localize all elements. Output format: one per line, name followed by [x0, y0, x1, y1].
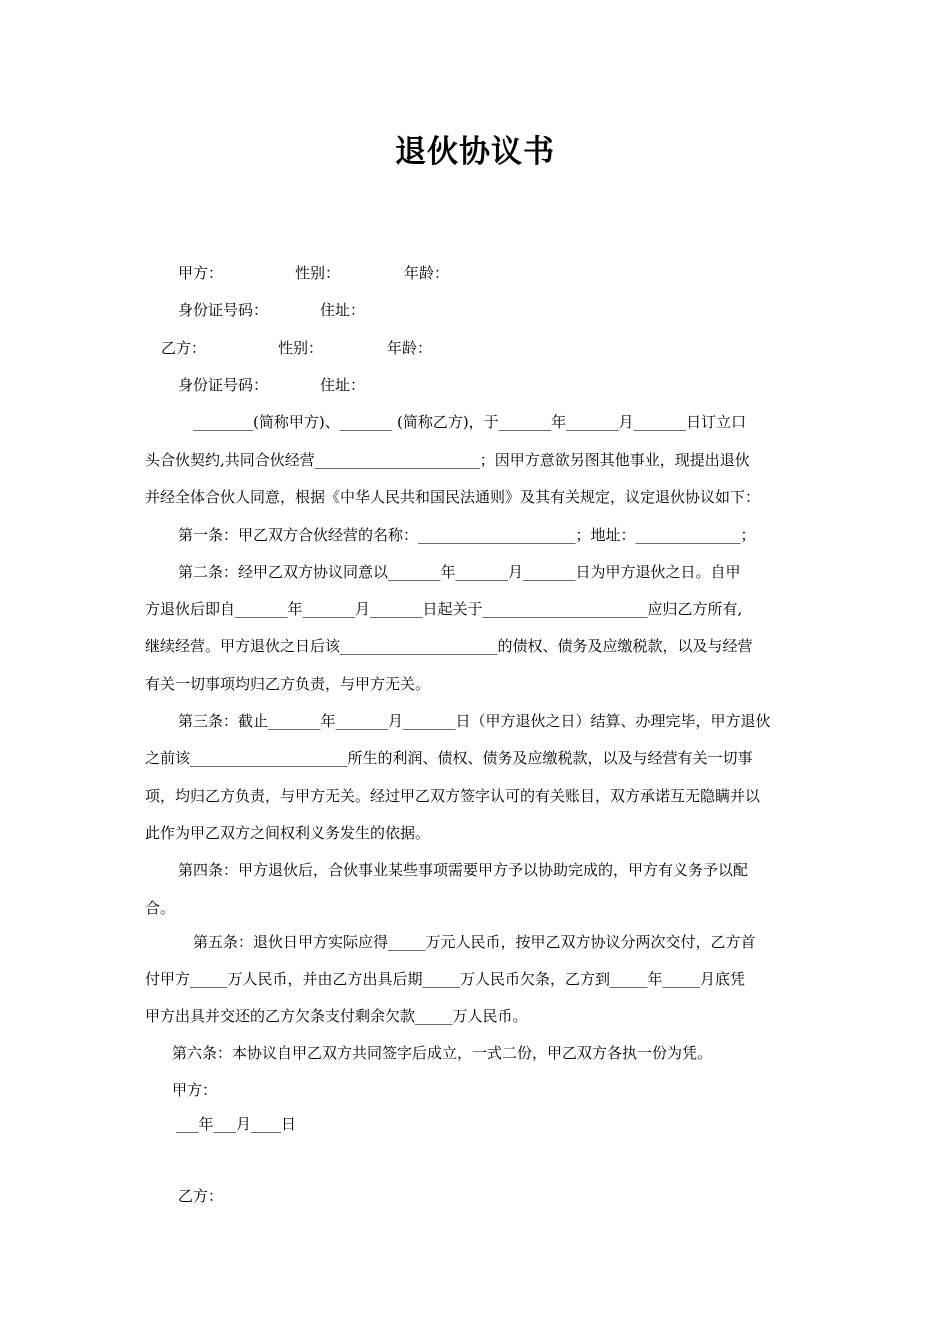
article-4-line-2: 合。 — [145, 899, 176, 917]
article-1-line-1: 第一条：甲乙双方合伙经营的名称：_____________________；地址：______________； — [178, 526, 756, 544]
party-a-row — [178, 263, 450, 283]
signature-date: ___年___月____日 — [176, 1115, 297, 1133]
party-b-gender-label: 性别： — [278, 339, 324, 357]
party-a-id-row — [178, 300, 366, 320]
article-5-line-1: 第五条：退伙日甲方实际应得_____万元人民币，按甲乙双方协议分两次交付，乙方首 — [193, 933, 756, 951]
article-2-line-3: 继续经营。甲方退伙之日后该_____________________的债权、债务及应缴税款，以及与经营 — [145, 637, 753, 655]
article-6-line-1: 第六条：本协议自甲乙双方共同签字后成立，一式二份，甲乙双方各执一份为凭。 — [172, 1044, 713, 1062]
party-b-id-row — [178, 375, 366, 395]
party-a-label: 甲方： — [178, 264, 224, 282]
party-b-address-label: 住址： — [320, 376, 366, 394]
document-title: 退伙协议书 — [395, 134, 555, 170]
article-5-line-2: 付甲方_____万人民币，并由乙方出具后期_____万人民币欠条，乙方到_____年_____月底凭 — [145, 970, 746, 988]
article-3-line-2: 之前该_____________________所生的利润、债权、债务及应缴税款，以及与经营有关一切事 — [145, 749, 753, 767]
party-a-address-label: 住址： — [320, 301, 366, 319]
article-2-line-2: 方退伙后即自_______年_______月_______日起关于______________________应归乙方所有, — [145, 600, 743, 618]
party-b-row — [161, 338, 433, 358]
article-4-line-1: 第四条：甲方退伙后，合伙事业某些事项需要甲方予以协助完成的，甲方有义务予以配 — [178, 861, 749, 879]
party-b-id-label: 身份证号码： — [178, 376, 269, 394]
preamble-line-1: ________(简称甲方)、_______ (简称乙方)，于_______年_______月_______日订立口 — [193, 413, 747, 431]
article-3-line-4: 此作为甲乙双方之间权利义务发生的依据。 — [145, 824, 431, 842]
preamble-line-2: 头合伙契约,共同合伙经营______________________；因甲方意欲另图其他事业，现提出退伙 — [145, 451, 750, 469]
article-2-line-4: 有关一切事项均归乙方负责，与甲方无关。 — [145, 675, 431, 693]
signature-party-b: 乙方： — [178, 1187, 224, 1205]
article-2-line-1: 第二条：经甲乙双方协议同意以_______年_______月_______日为甲方退伙之日。自甲 — [178, 563, 741, 581]
preamble-line-3: 并经全体合伙人同意，根据《中华人民共和国民法通则》及其有关规定，议定退伙协议如下： — [145, 488, 761, 506]
party-a-gender-label: 性别： — [295, 264, 341, 282]
party-b-label: 乙方： — [161, 339, 207, 357]
signature-party-a: 甲方： — [172, 1081, 218, 1099]
party-b-age-label: 年龄： — [387, 339, 433, 357]
article-3-line-3: 项，均归乙方负责，与甲方无关。经过甲乙双方签字认可的有关账目，双方承诺互无隐瞒并以 — [145, 787, 761, 805]
article-3-line-1: 第三条：截止_______年_______月_______日（甲方退伙之日）结算、办理完毕，甲方退伙 — [178, 712, 771, 730]
article-5-line-3: 甲方出具并交还的乙方欠条支付剩余欠款_____万人民币。 — [145, 1007, 528, 1025]
party-a-id-label: 身份证号码： — [178, 301, 269, 319]
party-a-age-label: 年龄： — [404, 264, 450, 282]
